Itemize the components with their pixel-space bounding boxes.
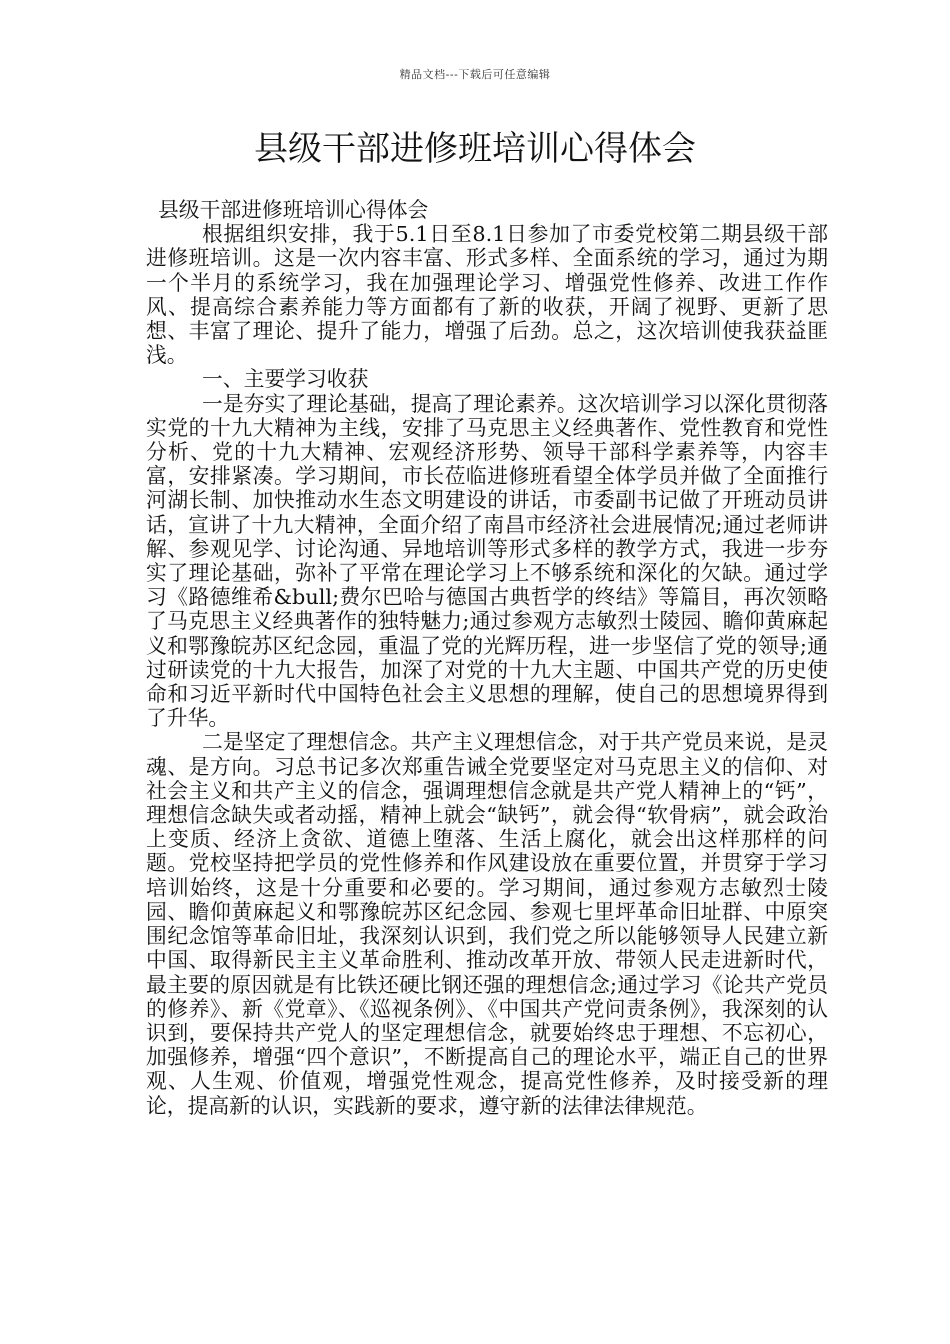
paragraph-intro: 根据组织安排，我于5.1日至8.1日参加了市委党校第二期县级干部进修班培训。这是一次内容丰富、形式多样、全面系统的学习，通过为期一个半月的系统学习，我在加强理论学习、增强党性修养、改进工作作风、提高综合素养能力等方面都有了新的收获，开阔了视野、更新了思想、丰富了理论、提升了能力，增强了后劲。总之，这次培训使我获益匪浅。 bbox=[146, 222, 828, 368]
document-subtitle: 县级干部进修班培训心得体会 bbox=[158, 198, 429, 222]
document-body bbox=[146, 198, 828, 1118]
paragraph-theory: 一是夯实了理论基础，提高了理论素养。这次培训学习以深化贯彻落实党的十九大精神为主线，安排了马克思主义经典著作、党性教育和党性分析、党的十九大精神、宏观经济形势、领导干部科学素养等，内容丰富，安排紧凑。学习期间，市长莅临进修班看望全体学员并做了全面推行河湖长制、加快推动水生态文明建设的讲话，市委副书记做了开班动员讲话，宣讲了十九大精神，全面介绍了南昌市经济社会进展情况;通过老师讲解、参观见学、讨论沟通、异地培训等形式多样的教学方式，我进一步夯实了理论基础，弥补了平常在理论学习上不够系统和深化的欠缺。通过学习《路德维希&bull;费尔巴哈与德国古典哲学的终结》等篇目，再次领略了马克思主义经典著作的独特魅力;通过参观方志敏烈士陵园、瞻仰黄麻起义和鄂豫皖苏区纪念园，重温了党的光辉历程，进一步坚信了党的领导;通过研读党的十九大报告，加深了对党的十九大主题、中国共产党的历史使命和习近平新时代中国特色社会主义思想的理解，使自己的思想境界得到了升华。 bbox=[146, 391, 828, 731]
section-heading: 一、主要学习收获 bbox=[202, 367, 369, 392]
header-note: 精品文档---下载后可任意编辑 bbox=[399, 68, 551, 81]
paragraph-ideals: 二是坚定了理想信念。共产主义理想信念，对于共产党员来说，是灵魂、是方向。习总书记多次郑重告诫全党要坚定对马克思主义的信仰、对社会主义和共产主义的信念，强调理想信念就是共产党人精神上的“钙”，理想信念缺失或者动摇，精神上就会“缺钙”，就会得“软骨病”，就会政治上变质、经济上贪欲、道德上堕落、生活上腐化，就会出这样那样的问题。党校坚持把学员的党性修养和作风建设放在重要位置，并贯穿于学习培训始终，这是十分重要和必要的。学习期间，通过参观方志敏烈士陵园、瞻仰黄麻起义和鄂豫皖苏区纪念园、参观七里坪革命旧址群、中原突围纪念馆等革命旧址，我深刻认识到，我们党之所以能够领导人民建立新中国、取得新民主主义革命胜利、推动改革开放、带领人民走进新时代，最主要的原因就是有比铁还硬比钢还强的理想信念;通过学习《论共产党员的修养》、新《党章》、《巡视条例》、《中国共产党问责条例》，我深刻的认识到，要保持共产党人的坚定理想信念，就要始终忠于理想、不忘初心，加强修养，增强“四个意识”，不断提高自己的理论水平，端正自己的世界观、人生观、价值观，增强党性观念，提高党性修养，及时接受新的理论，提高新的认识，实践新的要求，遵守新的法律法律规范。 bbox=[146, 730, 828, 1118]
document-title: 县级干部进修班培训心得体会 bbox=[254, 129, 696, 169]
